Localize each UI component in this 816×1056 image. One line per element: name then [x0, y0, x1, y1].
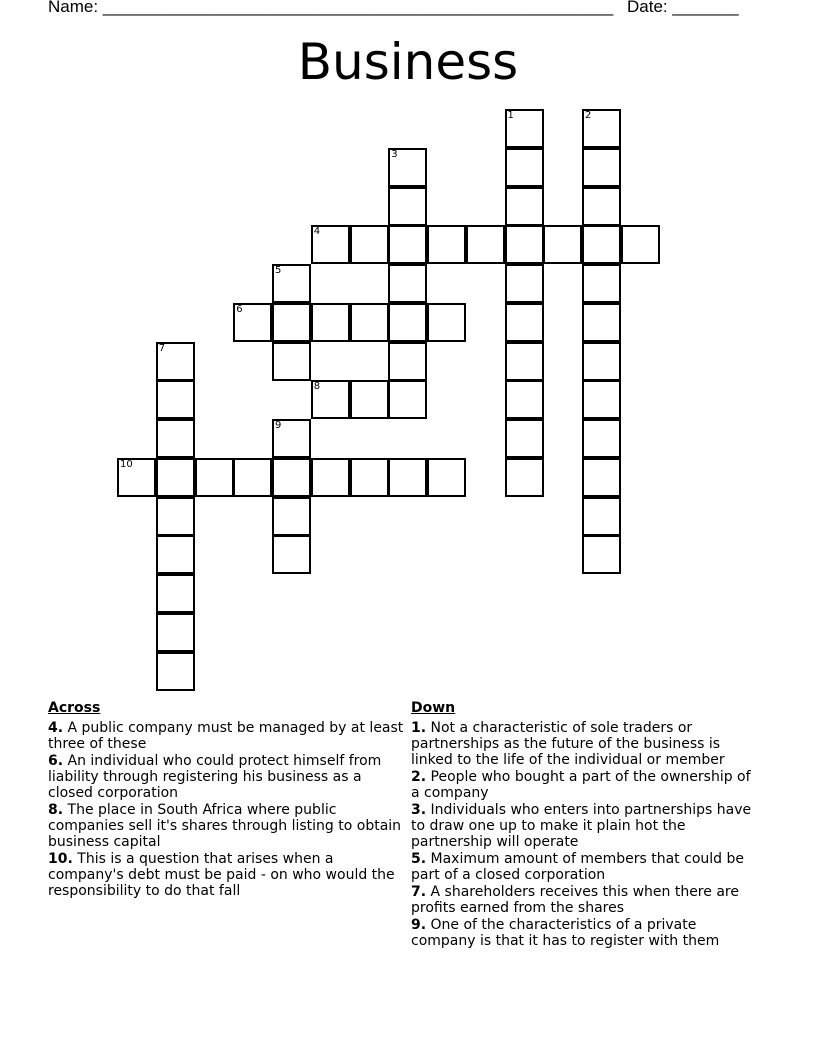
cell-number: 6	[236, 303, 243, 315]
grid-cell[interactable]	[156, 652, 195, 691]
grid-cell[interactable]	[582, 225, 621, 264]
grid-cell[interactable]	[505, 419, 544, 458]
grid-cell[interactable]	[156, 613, 195, 652]
grid-cell[interactable]	[350, 225, 389, 264]
across-clues	[48, 700, 408, 900]
grid-cell[interactable]	[582, 535, 621, 574]
grid-cell[interactable]	[505, 342, 544, 381]
grid-cell[interactable]	[272, 419, 311, 458]
clue-text: This is a question that arises when a company's debt must be paid - on who would the responsibility to do that fall	[48, 851, 395, 899]
grid-cell[interactable]	[350, 380, 389, 419]
clue-item	[411, 769, 761, 801]
grid-cell[interactable]	[505, 264, 544, 303]
grid-cell[interactable]	[195, 458, 234, 497]
grid-cell[interactable]	[543, 225, 582, 264]
grid-cell[interactable]	[582, 148, 621, 187]
grid-cell[interactable]	[272, 535, 311, 574]
grid-cell[interactable]	[505, 225, 544, 264]
clue-text: Individuals who enters into partnerships have to draw one up to make it plain hot the partnership will operate	[411, 802, 752, 850]
clue-item	[48, 802, 408, 850]
clue-text: One of the characteristics of a private company is that it has to register with them	[411, 917, 720, 949]
clue-number: 10.	[48, 851, 73, 867]
clue-number: 4.	[48, 720, 64, 736]
across-clue-list	[48, 720, 408, 899]
cell-number: 4	[313, 226, 321, 238]
puzzle-title: Business	[297, 33, 519, 91]
grid-cell[interactable]	[272, 264, 311, 303]
clue-item	[411, 851, 761, 883]
grid-cell[interactable]	[350, 458, 389, 497]
grid-cell[interactable]	[233, 303, 272, 342]
grid-cell[interactable]	[505, 303, 544, 342]
grid-cell[interactable]	[427, 303, 466, 342]
grid-cell[interactable]	[311, 225, 350, 264]
grid-cell[interactable]	[272, 458, 311, 497]
down-heading: Down	[411, 700, 456, 716]
clue-number: 7.	[411, 884, 427, 900]
grid-cell[interactable]	[311, 303, 350, 342]
clue-text: An individual who could protect himself from liability through registering his business as a closed corporation	[48, 753, 382, 801]
name-field-label: Name: ______________________________________________________	[48, 0, 614, 16]
grid-cell[interactable]	[388, 264, 427, 303]
grid-cell[interactable]	[505, 458, 544, 497]
clue-item	[48, 851, 408, 899]
date-field-label: Date: _______	[627, 0, 739, 16]
clue-number: 9.	[411, 917, 427, 933]
grid-cell[interactable]	[582, 458, 621, 497]
grid-cell[interactable]	[156, 458, 195, 497]
cell-number: 7	[158, 342, 166, 354]
clue-item	[411, 802, 761, 850]
clue-number: 2.	[411, 769, 427, 785]
grid-cell[interactable]	[388, 380, 427, 419]
grid-cell[interactable]	[582, 109, 621, 148]
clue-number: 6.	[48, 753, 64, 769]
grid-cell[interactable]	[156, 342, 195, 381]
clue-number: 8.	[48, 802, 64, 818]
clue-number: 3.	[411, 802, 427, 818]
clue-item	[48, 753, 408, 801]
clue-text: A public company must be managed by at least three of these	[48, 720, 404, 752]
clue-item	[411, 720, 761, 768]
grid-cell[interactable]	[505, 187, 544, 226]
grid-cell[interactable]	[311, 380, 350, 419]
grid-cell[interactable]	[427, 458, 466, 497]
grid-cell[interactable]	[388, 148, 427, 187]
grid-cell[interactable]	[156, 380, 195, 419]
grid-cell[interactable]	[427, 225, 466, 264]
clue-text: A shareholders receives this when there are profits earned from the shares	[411, 884, 739, 916]
grid-cell[interactable]	[582, 303, 621, 342]
grid-cell[interactable]	[505, 380, 544, 419]
grid-cell[interactable]	[466, 225, 505, 264]
grid-cell[interactable]	[505, 109, 544, 148]
clue-text: Maximum amount of members that could be part of a closed corporation	[411, 851, 744, 883]
clue-text: The place in South Africa where public companies sell it's shares through listing to obtain business capital	[48, 802, 402, 850]
cell-number: 9	[275, 420, 282, 431]
grid-cell[interactable]	[388, 458, 427, 497]
cell-number: 1	[507, 110, 514, 121]
grid-cell[interactable]	[582, 342, 621, 381]
grid-cell[interactable]	[272, 497, 311, 536]
clue-item	[48, 720, 408, 752]
cell-number: 8	[313, 381, 321, 393]
grid-cell[interactable]	[621, 225, 660, 264]
grid-cell[interactable]	[388, 342, 427, 381]
grid-cell[interactable]	[233, 458, 272, 497]
down-clues	[411, 700, 761, 950]
grid-cell[interactable]	[272, 342, 311, 381]
grid-cell[interactable]	[388, 303, 427, 342]
grid-cell[interactable]	[272, 303, 311, 342]
cell-number: 5	[275, 265, 282, 276]
grid-cell[interactable]	[582, 187, 621, 226]
clue-text: Not a characteristic of sole traders or partnerships as the future of the business is linked to the life of the individual or member	[411, 720, 725, 768]
grid-cell[interactable]	[582, 380, 621, 419]
grid-cell[interactable]	[350, 303, 389, 342]
grid-cell[interactable]	[156, 535, 195, 574]
cell-number: 10	[120, 458, 133, 470]
grid-cell[interactable]	[311, 458, 350, 497]
grid-cell[interactable]	[388, 225, 427, 264]
grid-cell[interactable]	[505, 148, 544, 187]
grid-cell[interactable]	[388, 187, 427, 226]
clue-item	[411, 884, 761, 916]
grid-cell[interactable]	[582, 497, 621, 536]
grid-cell[interactable]	[156, 419, 195, 458]
down-clue-list	[411, 720, 761, 949]
grid-cell[interactable]	[156, 497, 195, 536]
across-heading: Across	[48, 700, 101, 716]
grid-cell[interactable]	[156, 574, 195, 613]
grid-cell[interactable]	[117, 458, 156, 497]
grid-cell[interactable]	[582, 264, 621, 303]
clue-number: 1.	[411, 720, 427, 736]
cell-number: 3	[391, 148, 398, 160]
cell-number: 2	[585, 110, 592, 121]
grid-cell[interactable]	[582, 419, 621, 458]
clue-item	[411, 917, 761, 949]
clue-text: People who bought a part of the ownership of a company	[411, 769, 751, 801]
clue-number: 5.	[411, 851, 427, 867]
